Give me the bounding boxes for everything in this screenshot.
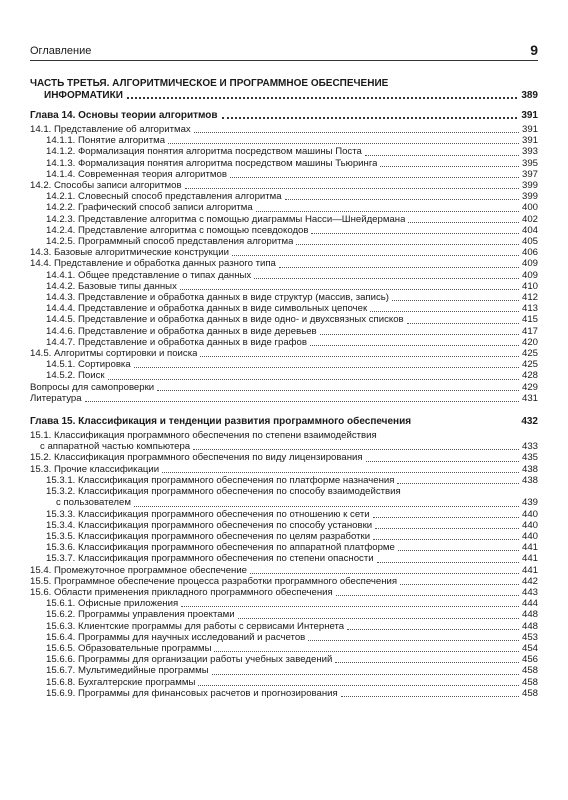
- dot-leader: [310, 345, 519, 346]
- dot-leader: [279, 267, 519, 268]
- dot-leader: [392, 300, 519, 301]
- toc-entry[interactable]: [30, 609, 538, 620]
- dot-leader: [373, 517, 519, 518]
- toc-entry[interactable]: [30, 169, 538, 180]
- toc-entry[interactable]: [30, 359, 538, 370]
- chapter-14-title: Глава 14. Основы теории алгоритмов: [30, 110, 218, 121]
- entry-title: 15.3.1. Классификация программного обеспечения по платформе назначения: [46, 474, 395, 486]
- toc-entry[interactable]: [30, 191, 538, 202]
- entry-page: 454: [521, 642, 538, 654]
- toc-entry[interactable]: [30, 135, 538, 146]
- entry-title: 15.6.3. Клиентские программы для работы с сервисами Интернета: [46, 620, 345, 632]
- running-header: [30, 38, 538, 61]
- chapter-15-entries-a: [30, 452, 538, 486]
- entry-title-line1: 15.3.2. Классификация программного обеспечения по способу взаимодействия: [46, 486, 401, 498]
- entry-page: 425: [521, 348, 538, 360]
- entry-title: 15.2. Классификация программного обеспечения по виду лицензирования: [30, 452, 363, 464]
- dot-leader: [400, 584, 519, 585]
- entry-title: 15.6. Области применения прикладного программного обеспечения: [30, 586, 333, 598]
- dot-leader: [370, 311, 519, 312]
- entry-title: 14.4. Представление и обработка данных разного типа: [30, 258, 276, 270]
- dot-leader: [285, 199, 519, 200]
- dot-leader: [238, 618, 519, 619]
- toc-entry[interactable]: [30, 258, 538, 269]
- entry-page: 458: [521, 687, 538, 699]
- chapter-14-page: 391: [521, 110, 538, 121]
- dot-leader: [373, 539, 519, 540]
- entry-page: 440: [521, 530, 538, 542]
- toc-entry[interactable]: [30, 326, 538, 337]
- part-title-line2: ИНФОРМАТИКИ: [44, 90, 123, 101]
- toc-entry[interactable]: [30, 688, 538, 699]
- entry-title: 14.4.2. Базовые типы данных: [46, 280, 177, 292]
- entry-page: 443: [521, 586, 538, 598]
- dot-leader: [198, 685, 519, 686]
- entry-page: 458: [521, 676, 538, 688]
- entry-title: 15.6.7. Мультимедийные программы: [46, 665, 209, 677]
- dot-leader: [347, 629, 519, 630]
- entry-page: 395: [521, 157, 538, 169]
- entry-page: 442: [521, 575, 538, 587]
- toc-entry[interactable]: [30, 643, 538, 654]
- entry-title: 15.6.4. Программы для научных исследований и расчетов: [46, 631, 306, 643]
- toc-entry[interactable]: [30, 632, 538, 643]
- table-of-contents: [30, 78, 538, 699]
- toc-entry[interactable]: [30, 270, 538, 281]
- entry-page: 441: [521, 542, 538, 554]
- entry-page: 402: [521, 213, 538, 225]
- dot-leader: [230, 177, 519, 178]
- dot-leader: [185, 188, 519, 189]
- dot-leader: [398, 550, 519, 551]
- dot-leader: [308, 640, 519, 641]
- entry-page: 438: [521, 463, 538, 475]
- entry-title: 14.1.4. Современная теория алгоритмов: [46, 168, 227, 180]
- entry-title: 14.4.3. Представление и обработка данных в виде структур (массив, запись): [46, 292, 389, 304]
- entry-title-line2: с пользователем: [56, 497, 131, 509]
- entry-page: 410: [521, 280, 538, 292]
- part-title-line1: ЧАСТЬ ТРЕТЬЯ. АЛГОРИТМИЧЕСКОЕ И ПРОГРАММНОЕ ОБЕСПЕЧЕНИЕ: [30, 78, 389, 89]
- toc-entry[interactable]: [30, 621, 538, 632]
- toc-entry[interactable]: [30, 520, 538, 531]
- entry-page: 391: [521, 135, 538, 147]
- chapter-14-entries: [30, 124, 538, 404]
- toc-entry[interactable]: [30, 292, 538, 303]
- toc-entry[interactable]: [30, 146, 538, 157]
- toc-entry[interactable]: [30, 225, 538, 236]
- entry-page: 458: [521, 665, 538, 677]
- chapter-15-entries-b: [30, 509, 538, 699]
- toc-entry[interactable]: [30, 180, 538, 191]
- dot-leader: [134, 367, 519, 368]
- entry-title-line1: 15.1. Классификация программного обеспечения по степени взаимодействия: [30, 430, 377, 442]
- entry-page: 409: [521, 269, 538, 281]
- dot-leader: [320, 334, 519, 335]
- entry-page: 417: [521, 325, 538, 337]
- entry-page: 453: [521, 631, 538, 643]
- toc-entry[interactable]: [30, 370, 538, 381]
- entry-title: 14.2.5. Программный способ представления алгоритма: [46, 236, 294, 248]
- dot-leader: [180, 289, 519, 290]
- toc-entry[interactable]: [30, 314, 538, 325]
- running-title: Оглавление: [30, 45, 92, 57]
- toc-entry[interactable]: [30, 202, 538, 213]
- entry-title: 14.5.1. Сортировка: [46, 359, 131, 371]
- entry-title: Вопросы для самопроверки: [30, 381, 155, 393]
- entry-page: 429: [521, 381, 538, 393]
- dot-leader: [296, 244, 519, 245]
- dot-leader: [341, 696, 519, 697]
- entry-page: 409: [521, 258, 538, 270]
- dot-leader: [85, 401, 519, 402]
- chapter-15-heading[interactable]: [30, 416, 538, 428]
- toc-entry[interactable]: [30, 542, 538, 553]
- toc-entry[interactable]: [30, 158, 538, 169]
- entry-title: 15.6.1. Офисные приложения: [46, 598, 179, 610]
- dot-leader: [408, 222, 519, 223]
- dot-leader: [127, 97, 517, 99]
- dot-leader: [162, 472, 519, 473]
- entry-title: 15.3.3. Классификация программного обеспечения по отношению к сети: [46, 508, 370, 520]
- dot-leader: [375, 528, 519, 529]
- toc-entry[interactable]: [30, 531, 538, 542]
- entry-title: 15.3.4. Классификация программного обеспечения по способу установки: [46, 519, 373, 531]
- dot-leader: [311, 233, 519, 234]
- entry-page: 435: [521, 452, 538, 464]
- toc-entry[interactable]: [30, 677, 538, 688]
- toc-entry[interactable]: [30, 236, 538, 247]
- entry-page: 406: [521, 247, 538, 259]
- entry-title: 14.1.3. Формализация понятия алгоритма посредством машины Тьюринга: [46, 157, 378, 169]
- entry-page: 448: [521, 620, 538, 632]
- entry-title: 14.5.2. Поиск: [46, 370, 105, 382]
- entry-page: 425: [521, 359, 538, 371]
- entry-title: 14.4.1. Общее представление о типах данных: [46, 269, 252, 281]
- dot-leader: [134, 506, 519, 507]
- toc-entry-15-1[interactable]: [30, 430, 538, 452]
- dot-leader: [380, 166, 519, 167]
- toc-entry[interactable]: [30, 654, 538, 665]
- entry-title: 15.3.5. Классификация программного обеспечения по целям разработки: [46, 530, 371, 542]
- dot-leader: [366, 461, 519, 462]
- toc-entry[interactable]: [30, 475, 538, 486]
- toc-entry[interactable]: [30, 124, 538, 135]
- dot-leader: [168, 143, 519, 144]
- dot-leader: [250, 573, 519, 574]
- toc-entry-15-3-2[interactable]: [30, 486, 538, 508]
- entry-page: 399: [521, 191, 538, 203]
- entry-page: 439: [521, 497, 538, 509]
- entry-title: 14.5. Алгоритмы сортировки и поиска: [30, 348, 198, 360]
- chapter-15-page: 432: [521, 416, 538, 428]
- entry-page: 405: [521, 236, 538, 248]
- entry-title: 15.4. Промежуточное программное обеспечение: [30, 564, 248, 576]
- dot-leader: [200, 356, 519, 357]
- chapter-14-heading[interactable]: [30, 110, 538, 122]
- part-heading[interactable]: [30, 78, 538, 102]
- entry-title: 14.1.2. Формализация понятия алгоритма посредством машины Поста: [46, 146, 362, 158]
- toc-entry[interactable]: [30, 393, 538, 404]
- entry-page: 438: [521, 474, 538, 486]
- entry-page: 393: [521, 146, 538, 158]
- entry-page: 420: [521, 336, 538, 348]
- toc-entry[interactable]: [30, 576, 538, 587]
- entry-title: 15.6.8. Бухгалтерские программы: [46, 676, 196, 688]
- entry-title: 14.1. Представление об алгоритмах: [30, 124, 191, 135]
- dot-leader: [256, 211, 519, 212]
- dot-leader: [108, 379, 519, 380]
- toc-entry[interactable]: [30, 509, 538, 520]
- entry-title: 15.6.5. Образовательные программы: [46, 642, 212, 654]
- entry-page: 391: [521, 124, 538, 135]
- entry-title: 15.6.6. Программы для организации работы учебных заведений: [46, 654, 333, 666]
- dot-leader: [222, 117, 518, 119]
- entry-title: 14.2.4. Представление алгоритма с помощью псевдокодов: [46, 224, 309, 236]
- toc-entry[interactable]: [30, 303, 538, 314]
- entry-page: 431: [521, 392, 538, 404]
- entry-title: 14.2.1. Словесный способ представления алгоритма: [46, 191, 282, 203]
- toc-entry[interactable]: [30, 565, 538, 576]
- entry-title: 15.3.7. Классификация программного обеспечения по степени опасности: [46, 553, 374, 565]
- dot-leader: [193, 449, 519, 450]
- entry-page: 412: [521, 292, 538, 304]
- entry-title: 14.4.4. Представление и обработка данных в виде символьных цепочек: [46, 303, 368, 315]
- entry-title: 15.3.6. Классификация программного обеспечения по аппаратной платформе: [46, 542, 395, 554]
- entry-page: 440: [521, 519, 538, 531]
- dot-leader: [194, 132, 519, 133]
- entry-title: 14.4.5. Представление и обработка данных в виде одно- и двухсвязных списков: [46, 314, 404, 326]
- toc-entry[interactable]: [30, 665, 538, 676]
- entry-page: 397: [521, 168, 538, 180]
- dot-leader: [212, 674, 519, 675]
- entry-title: 14.4.7. Представление и обработка данных в виде графов: [46, 336, 307, 348]
- toc-entry[interactable]: [30, 598, 538, 609]
- entry-page: 415: [521, 314, 538, 326]
- toc-entry[interactable]: [30, 281, 538, 292]
- entry-page: 444: [521, 598, 538, 610]
- dot-leader: [407, 323, 519, 324]
- toc-entry[interactable]: [30, 247, 538, 258]
- entry-page: 400: [521, 202, 538, 214]
- toc-entry[interactable]: [30, 214, 538, 225]
- entry-title: 14.2.2. Графический способ записи алгоритма: [46, 202, 253, 214]
- page-number: 9: [530, 42, 538, 58]
- toc-entry[interactable]: [30, 553, 538, 564]
- toc-entry[interactable]: [30, 337, 538, 348]
- entry-title: 14.1.1. Понятие алгоритма: [46, 135, 166, 147]
- dot-leader: [157, 390, 519, 391]
- dot-leader: [254, 278, 519, 279]
- dot-leader: [232, 255, 519, 256]
- entry-title: 15.6.2. Программы управления проектами: [46, 609, 235, 621]
- entry-page: 441: [521, 564, 538, 576]
- toc-entry[interactable]: [30, 587, 538, 598]
- entry-title: 15.6.9. Программы для финансовых расчетов и прогнозирования: [46, 687, 338, 699]
- chapter-15-title: Глава 15. Классификация и тенденции развития программного обеспечения: [30, 416, 412, 428]
- toc-entry[interactable]: [30, 464, 538, 475]
- dot-leader: [335, 662, 519, 663]
- entry-title: 14.2. Способы записи алгоритмов: [30, 180, 182, 192]
- entry-page: 433: [521, 441, 538, 453]
- entry-page: 440: [521, 508, 538, 520]
- entry-title-line2: с аппаратной частью компьютера: [40, 441, 191, 453]
- part-page: 389: [521, 90, 538, 101]
- toc-entry[interactable]: [30, 452, 538, 463]
- entry-page: 428: [521, 370, 538, 382]
- toc-entry[interactable]: [30, 348, 538, 359]
- entry-page: 441: [521, 553, 538, 565]
- entry-page: 413: [521, 303, 538, 315]
- dot-leader: [214, 651, 519, 652]
- dot-leader: [377, 562, 519, 563]
- entry-title: 15.3. Прочие классификации: [30, 463, 160, 475]
- entry-title: 14.4.6. Представление и обработка данных в виде деревьев: [46, 325, 317, 337]
- entry-page: 404: [521, 224, 538, 236]
- entry-title: 14.3. Базовые алгоритмические конструкции: [30, 247, 229, 259]
- entry-page: 456: [521, 654, 538, 666]
- dot-leader: [181, 606, 519, 607]
- entry-title: 15.5. Программное обеспечение процесса разработки программного обеспечения: [30, 575, 398, 587]
- dot-leader: [336, 595, 519, 596]
- entry-page: 399: [521, 180, 538, 192]
- toc-entry[interactable]: [30, 382, 538, 393]
- entry-page: 448: [521, 609, 538, 621]
- entry-title: 14.2.3. Представление алгоритма с помощью диаграммы Насси—Шнейдермана: [46, 213, 406, 225]
- dot-leader: [397, 483, 519, 484]
- dot-leader: [365, 155, 519, 156]
- entry-title: Литература: [30, 392, 82, 404]
